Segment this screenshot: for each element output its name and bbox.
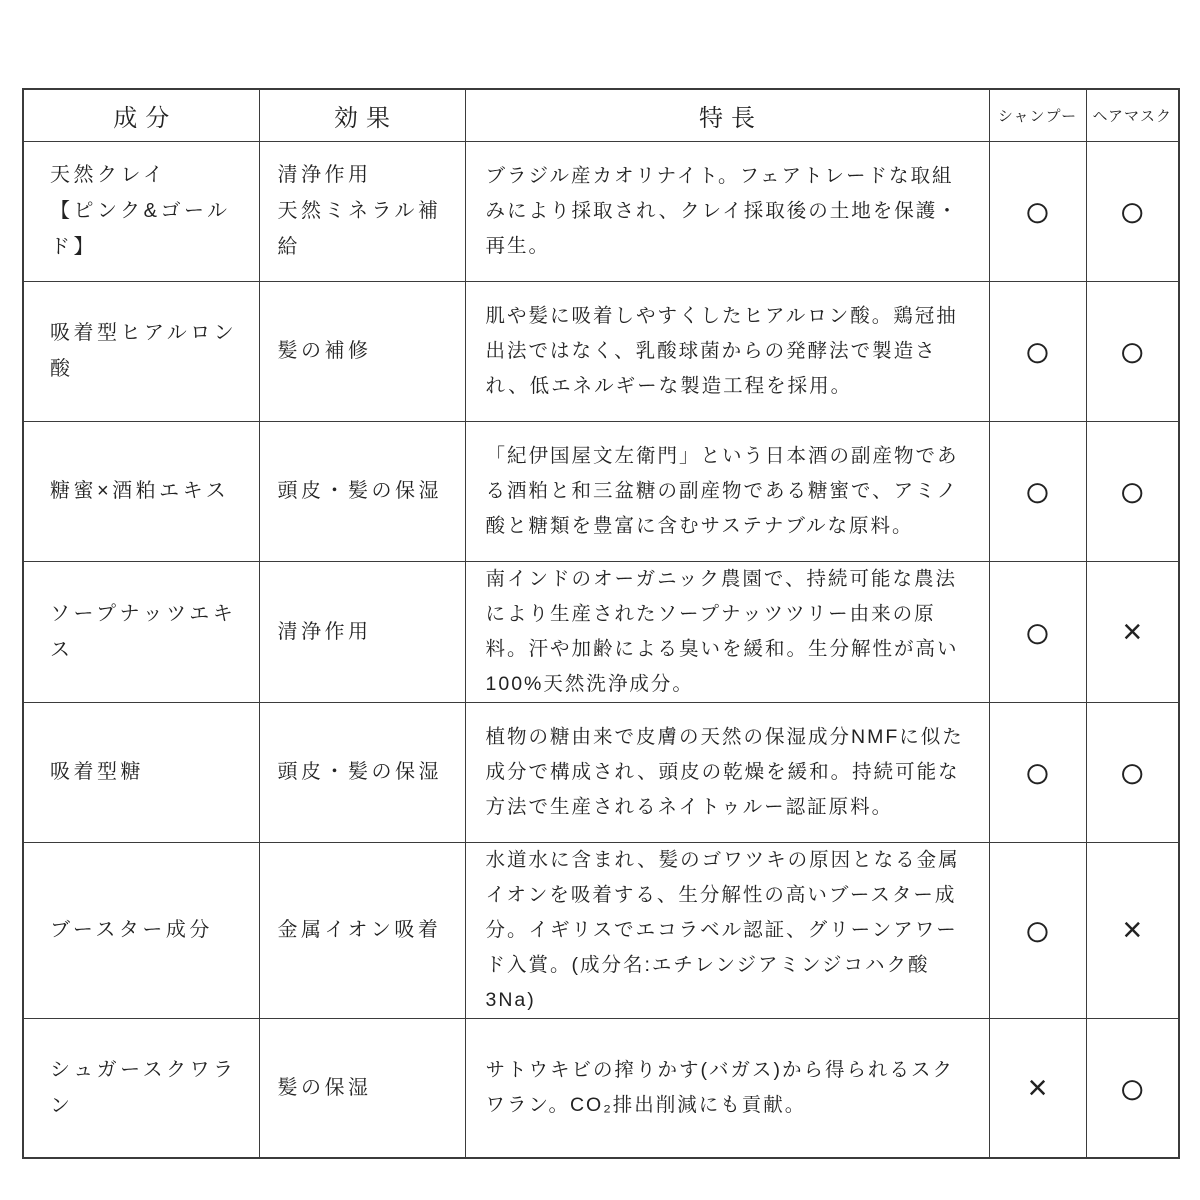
table-row <box>23 842 1179 1018</box>
table-header <box>23 89 1179 141</box>
ingredient-name-cell: ブースター成分 <box>23 842 259 1018</box>
shampoo-mark-cell: ○ <box>989 421 1086 561</box>
ingredient-name-cell: 吸着型糖 <box>23 702 259 842</box>
hairmask-mark-cell: ○ <box>1086 702 1179 842</box>
shampoo-mark-cell: ○ <box>989 141 1086 281</box>
ingredient-name-cell: ソープナッツエキス <box>23 561 259 702</box>
shampoo-mark-cell: ○ <box>989 281 1086 421</box>
feature-text-cell: 植物の糖由来で皮膚の天然の保湿成分NMFに似た成分で構成され、頭皮の乾燥を緩和。持続可能な方法で生産されるネイトゥルー認証原料。 <box>465 702 989 842</box>
ingredient-name-cell: シュガースクワラン <box>23 1018 259 1158</box>
header-hairmask: ヘアマスク <box>1086 89 1179 141</box>
hairmask-mark-cell: ○ <box>1086 421 1179 561</box>
shampoo-mark-cell: ○ <box>989 842 1086 1018</box>
effect-cell: 髪の補修 <box>259 281 465 421</box>
feature-text-cell: 「紀伊国屋文左衛門」という日本酒の副産物である酒粕と和三盆糖の副産物である糖蜜で、アミノ酸と糖類を豊富に含むサステナブルな原料。 <box>465 421 989 561</box>
table-row <box>23 561 1179 702</box>
hairmask-mark-cell: × <box>1086 842 1179 1018</box>
hairmask-mark-cell: ○ <box>1086 281 1179 421</box>
shampoo-mark-cell: ○ <box>989 702 1086 842</box>
header-row <box>23 89 1179 141</box>
table-row <box>23 421 1179 561</box>
header-feature: 特長 <box>465 89 989 141</box>
effect-cell: 清浄作用 <box>259 561 465 702</box>
feature-text-cell: 水道水に含まれ、髪のゴワツキの原因となる金属イオンを吸着する、生分解性の高いブースター成分。イギリスでエコラベル認証、グリーンアワード入賞。(成分名:エチレンジアミンジコハク酸3Na) <box>465 842 989 1018</box>
table-row <box>23 281 1179 421</box>
feature-text-cell: 南インドのオーガニック農園で、持続可能な農法により生産されたソープナッツツリー由来の原料。汗や加齢による臭いを緩和。生分解性が高い100%天然洗浄成分。 <box>465 561 989 702</box>
header-effect: 効果 <box>259 89 465 141</box>
ingredient-name-cell: 吸着型ヒアルロン酸 <box>23 281 259 421</box>
table-body <box>23 141 1179 1158</box>
header-ingredient: 成分 <box>23 89 259 141</box>
hairmask-mark-cell: × <box>1086 561 1179 702</box>
ingredient-name-cell: 糖蜜×酒粕エキス <box>23 421 259 561</box>
header-shampoo: シャンプー <box>989 89 1086 141</box>
feature-text-cell: サトウキビの搾りかす(バガス)から得られるスクワラン。CO₂排出削減にも貢献。 <box>465 1018 989 1158</box>
hairmask-mark-cell: ○ <box>1086 141 1179 281</box>
shampoo-mark-cell: ○ <box>989 561 1086 702</box>
effect-cell: 髪の保湿 <box>259 1018 465 1158</box>
effect-cell: 清浄作用 天然ミネラル補給 <box>259 141 465 281</box>
effect-cell: 頭皮・髪の保湿 <box>259 702 465 842</box>
ingredient-name-cell: 天然クレイ 【ピンク&ゴールド】 <box>23 141 259 281</box>
feature-text-cell: 肌や髪に吸着しやすくしたヒアルロン酸。鶏冠抽出法ではなく、乳酸球菌からの発酵法で製造され、低エネルギーな製造工程を採用。 <box>465 281 989 421</box>
shampoo-mark-cell: × <box>989 1018 1086 1158</box>
hairmask-mark-cell: ○ <box>1086 1018 1179 1158</box>
table-row <box>23 1018 1179 1158</box>
effect-cell: 金属イオン吸着 <box>259 842 465 1018</box>
feature-text-cell: ブラジル産カオリナイト。フェアトレードな取組みにより採取され、クレイ採取後の土地を保護・再生。 <box>465 141 989 281</box>
table-row <box>23 702 1179 842</box>
effect-cell: 頭皮・髪の保湿 <box>259 421 465 561</box>
table-row <box>23 141 1179 281</box>
ingredient-spec-table <box>22 88 1180 1159</box>
